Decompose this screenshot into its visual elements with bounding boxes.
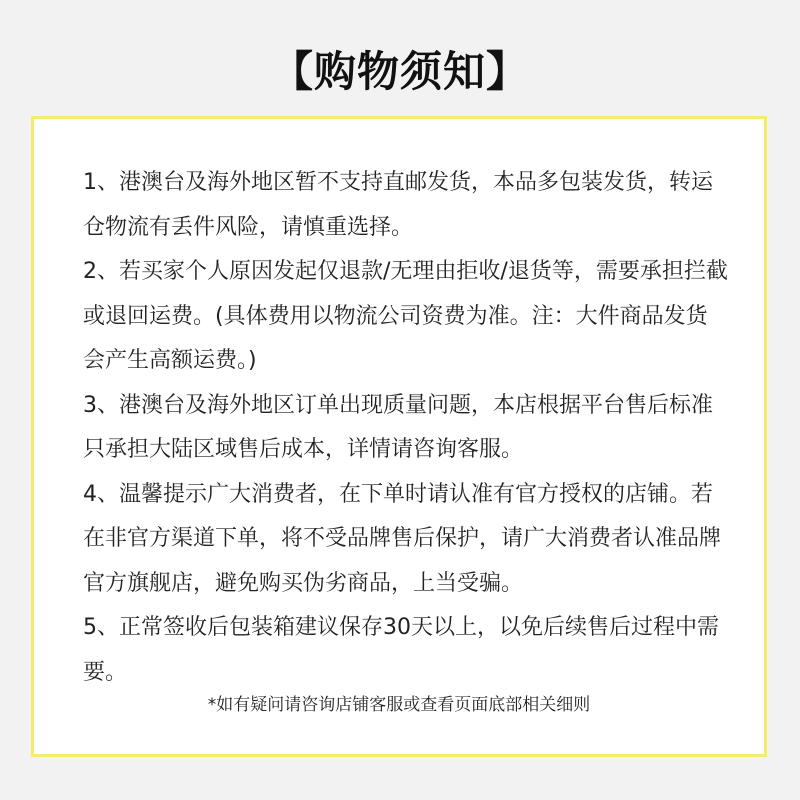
notice-list bbox=[83, 161, 728, 695]
footnote: *如有疑问请咨询店铺客服或查看页面底部相关细则 bbox=[207, 695, 591, 715]
page-title: 【购物须知】 bbox=[270, 47, 529, 96]
notice-item-3: 3、港澳台及海外地区订单出现质量问题，本店根据平台售后标准只承担大陆区域售后成本，详情请咨询客服。 bbox=[83, 392, 713, 462]
notice-item-5: 5、正常签收后包装箱建议保存30天以上，以免后续售后过程中需要。 bbox=[83, 615, 719, 685]
notice-item-2: 2、若买家个人原因发起仅退款/无理由拒收/退货等，需要承担拦截或退回运费。(具体费用以物流公司资费为准。注：大件商品发货会产生高额运费。) bbox=[83, 259, 728, 373]
notice-card bbox=[31, 116, 767, 757]
notice-item-1: 1、港澳台及海外地区暂不支持直邮发货，本品多包装发货，转运仓物流有丢件风险，请慎重选择。 bbox=[83, 170, 713, 240]
notice-item-4: 4、温馨提示广大消费者，在下单时请认准有官方授权的店铺。若在非官方渠道下单，将不受品牌售后保护，请广大消费者认准品牌官方旗舰店，避免购买伪劣商品，上当受骗。 bbox=[83, 481, 722, 596]
